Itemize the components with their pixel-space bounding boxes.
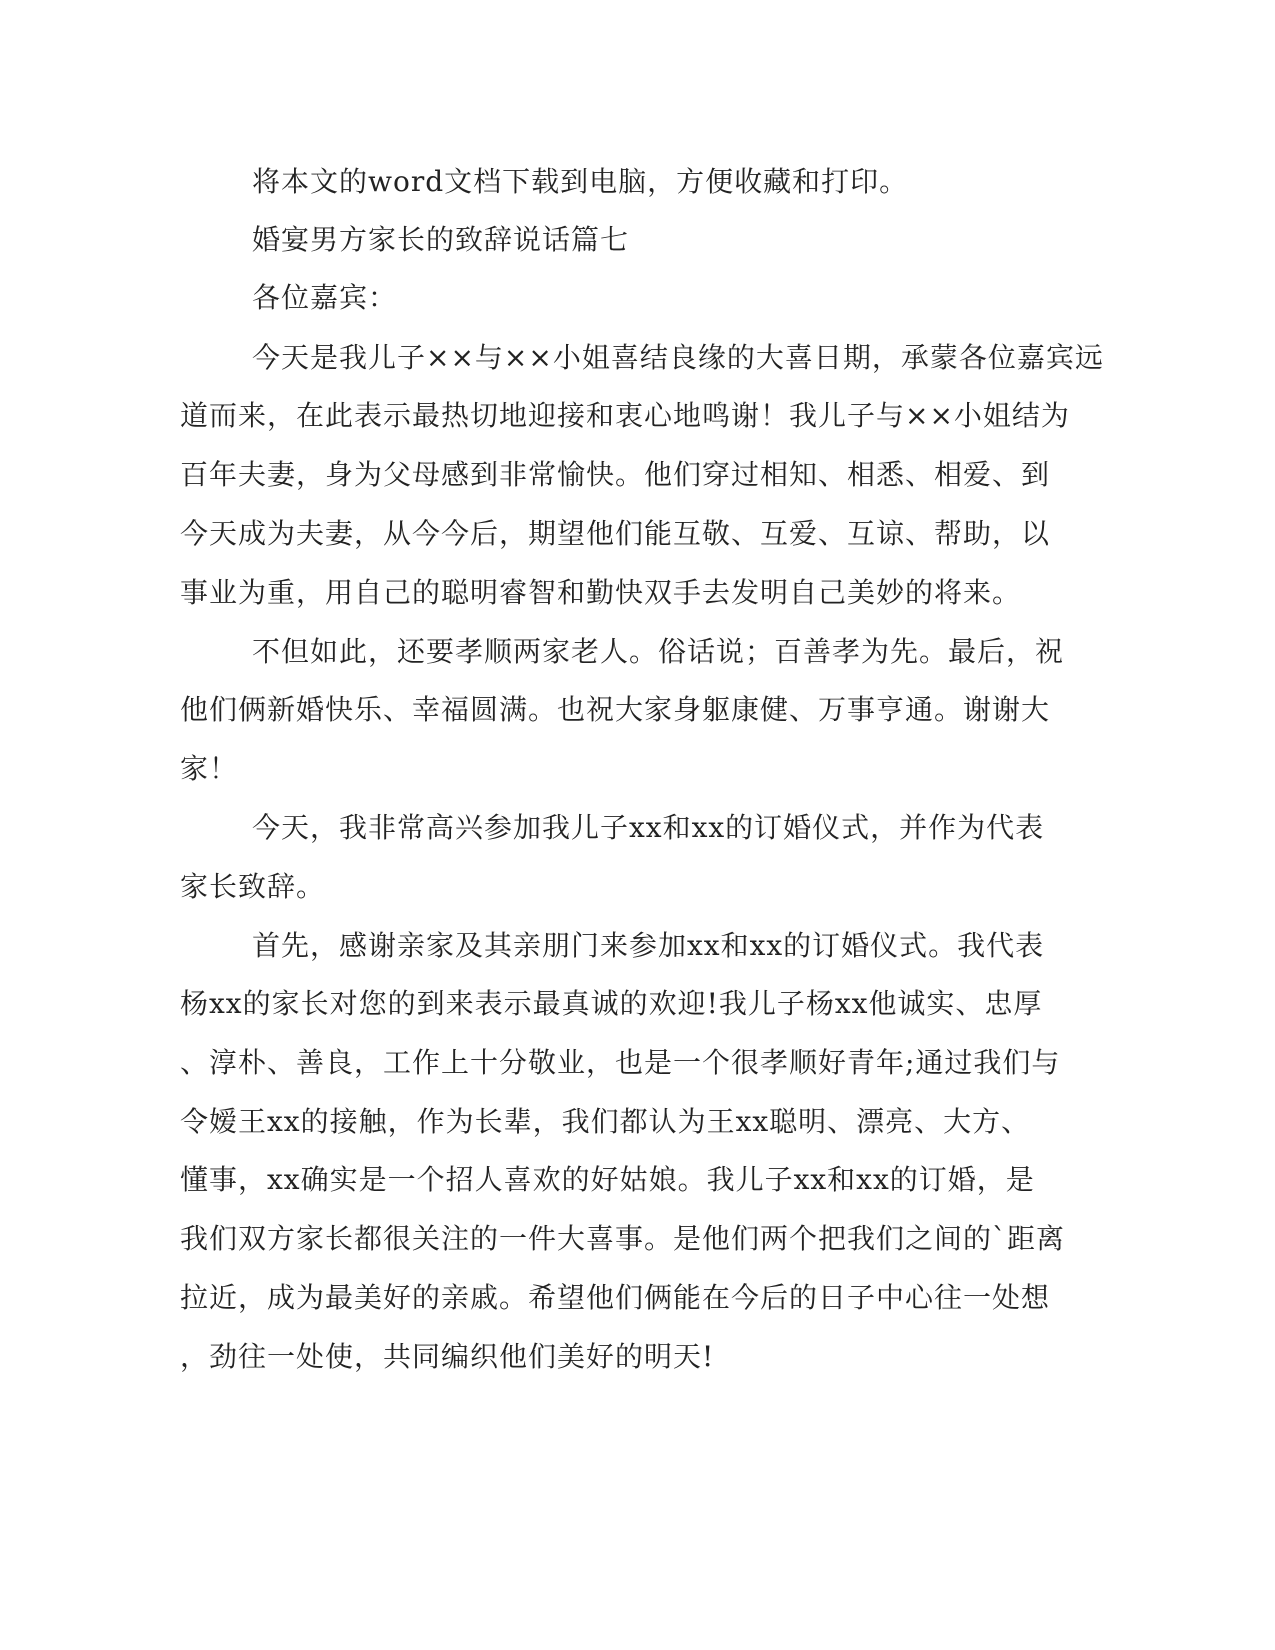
paragraph-1-line-3: 百年夫妻，身为父母感到非常愉快。他们穿过相知、相悉、相爱、到 — [180, 458, 1051, 491]
paragraph-2-line-1: 不但如此，还要孝顺两家老人。俗话说；百善孝为先。最后，祝 — [252, 635, 1065, 668]
paragraph-4-line-2: 杨xx的家长对您的到来表示最真诚的欢迎!我儿子杨xx他诚实、忠厚 — [180, 987, 1043, 1020]
paragraph-1-line-5: 事业为重，用自己的聪明睿智和勤快双手去发明自己美妙的将来。 — [180, 576, 1022, 609]
paragraph-2-line-3: 家！ — [180, 752, 239, 785]
paragraph-2-line-2: 他们俩新婚快乐、幸福圆满。也祝大家身躯康健、万事亨通。谢谢大 — [180, 693, 1051, 726]
paragraph-4-line-7: 拉近，成为最美好的亲戚。希望他们俩能在今后的日子中心往一处想 — [180, 1281, 1051, 1314]
paragraph-3-line-1: 今天，我非常高兴参加我儿子xx和xx的订婚仪式，并作为代表 — [252, 811, 1045, 844]
paragraph-1-line-1: 今天是我儿子××与××小姐喜结良缘的大喜日期，承蒙各位嘉宾远 — [252, 341, 1104, 374]
paragraph-4-line-6: 我们双方家长都很关注的一件大喜事。是他们两个把我们之间的`距离 — [180, 1222, 1066, 1255]
paragraph-1-line-2: 道而来，在此表示最热切地迎接和衷心地鸣谢！我儿子与××小姐结为 — [180, 399, 1070, 432]
paragraph-3-line-2: 家长致辞。 — [180, 870, 326, 903]
section-heading: 婚宴男方家长的致辞说话篇七 — [252, 223, 630, 256]
paragraph-4-line-8: ，劲往一处使，共同编织他们美好的明天! — [180, 1340, 715, 1373]
salutation-line: 各位嘉宾： — [252, 281, 398, 314]
paragraph-4-line-4: 令嫒王xx的接触，作为长辈，我们都认为王xx聪明、漂亮、大方、 — [180, 1105, 1031, 1138]
download-note-line: 将本文的word文档下载到电脑，方便收藏和打印。 — [252, 165, 909, 198]
paragraph-4-line-5: 懂事，xx确实是一个招人喜欢的好姑娘。我儿子xx和xx的订婚，是 — [180, 1163, 1035, 1196]
paragraph-4-line-3: 、淳朴、善良，工作上十分敬业，也是一个很孝顺好青年;通过我们与 — [180, 1046, 1061, 1079]
paragraph-4-line-1: 首先，感谢亲家及其亲朋门来参加xx和xx的订婚仪式。我代表 — [252, 929, 1045, 962]
paragraph-1-line-4: 今天成为夫妻，从今今后，期望他们能互敬、互爱、互谅、帮助，以 — [180, 517, 1051, 550]
